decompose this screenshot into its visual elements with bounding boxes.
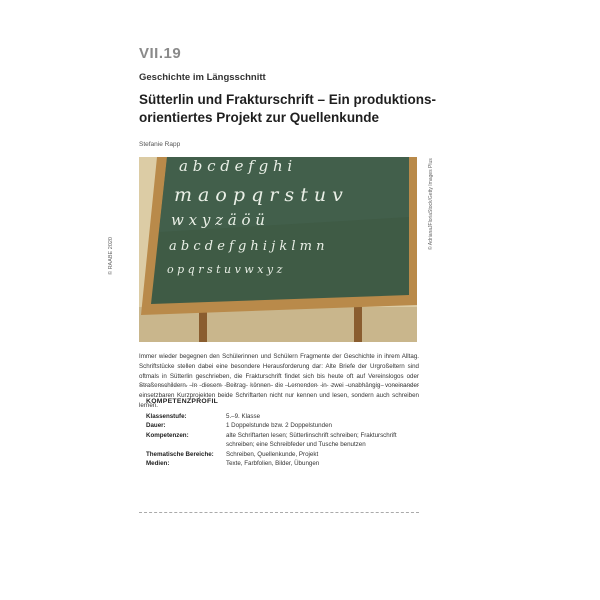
kp-row-dauer bbox=[146, 421, 416, 430]
kp-value: alte Schriftarten lesen; Sütterlinschrift schreiben; Frakturschrift schreiben; eine Schreibfeder und Tusche benutzen bbox=[226, 431, 397, 449]
kp-key: Medien: bbox=[146, 460, 170, 468]
chalk-line-2: m a o p q r s t u v bbox=[174, 184, 343, 206]
easel-leg-right bbox=[354, 307, 362, 342]
kp-key: Kompetenzen: bbox=[146, 431, 189, 439]
kp-key: Klassenstufe: bbox=[146, 413, 187, 420]
photo-credit: © AdrianaJFloriaStock/Getty Images Plus bbox=[428, 158, 434, 250]
kp-value: 5.–9. Klasse bbox=[226, 413, 261, 420]
kp-key: Dauer: bbox=[146, 422, 166, 430]
author: Stefanie Rapp bbox=[139, 141, 181, 148]
chalk-line-4: a b c d e f g h i j k l m n bbox=[169, 239, 325, 254]
page-title: Sütterlin und Frakturschrift – Ein produktionsorientiertes Projekt zur Quellenkunde bbox=[139, 92, 437, 125]
kp-value: 1 Doppelstunde bzw. 2 Doppelstunden bbox=[226, 422, 332, 430]
intro-paragraph: Immer wieder begegnen den Schülerinnen und Schülern Fragmente der Geschichte in ihrem Alltag. Schriftstücke stellen dabei eine besondere Herausforderung dar: Alte Briefe der Urgroßeltern sind oftmals in Sütterlin geschrieben, die Frakturschrift findet sich bis heute oft auf Vereinslogos oder Straßenschildern. In diesem Beitrag können die Lernenden in zwei unabhängig voneinander einsetzbaren Kurzprojekten beide Schriftarten nicht nur kennen und lesen, sondern auch schreiben lernen. bbox=[139, 353, 419, 409]
chalkboard-photo bbox=[139, 157, 417, 342]
section-code: VII.19 bbox=[139, 45, 182, 62]
divider-top bbox=[139, 385, 419, 386]
kompetenzprofil-table bbox=[146, 412, 416, 468]
divider-bottom bbox=[139, 512, 419, 513]
kp-row-medien bbox=[146, 459, 416, 468]
chalk-line-5: o p q r s t u v w x y z bbox=[167, 263, 283, 276]
chalk-line-3: w x y z ä ö ü bbox=[171, 211, 265, 229]
kp-row-klassenstufe bbox=[146, 412, 416, 421]
chalk-line-1: a b c d e f g h i bbox=[179, 157, 293, 175]
series-title: Geschichte im Längsschnitt bbox=[139, 72, 266, 83]
kp-row-kompetenzen bbox=[146, 431, 416, 450]
kp-value: Schreiben, Quellenkunde, Projekt bbox=[226, 450, 319, 458]
copyright-note: © RAABE 2020 bbox=[108, 237, 114, 275]
kp-key: Thematische Bereiche: bbox=[146, 450, 214, 458]
kp-value: Texte, Farbfolien, Bilder, Übungen bbox=[226, 460, 320, 468]
chalkboard-illustration bbox=[139, 157, 417, 342]
kompetenzprofil-title: KOMPETENZPROFIL bbox=[146, 398, 219, 405]
kp-row-thematische-bereiche bbox=[146, 450, 416, 459]
